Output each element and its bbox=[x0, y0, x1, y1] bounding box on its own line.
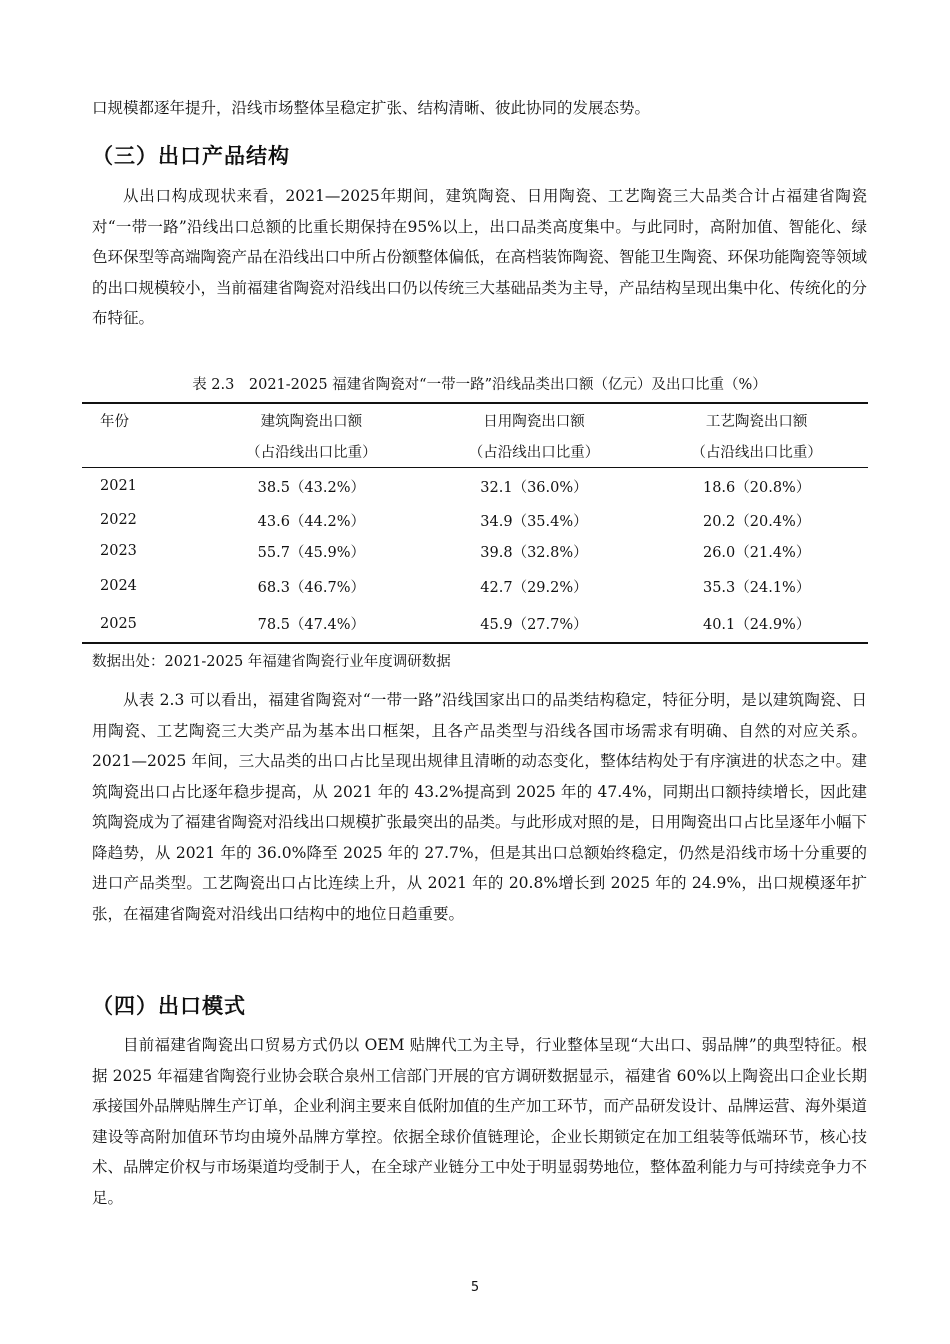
table-row bbox=[82, 605, 868, 643]
cell-building: 68.3（46.7%） bbox=[257, 579, 365, 596]
header-daily-sub: （占沿线出口比重） bbox=[423, 437, 646, 467]
cell-year: 2025 bbox=[100, 615, 137, 632]
cell-daily: 45.9（27.7%） bbox=[480, 617, 588, 633]
cell-daily: 34.9（35.4%） bbox=[480, 513, 588, 530]
table-row bbox=[82, 535, 868, 567]
header-year-sub bbox=[82, 437, 200, 467]
section3-heading: （三）出口产品结构 bbox=[92, 144, 290, 168]
cell-daily: 32.1（36.0%） bbox=[480, 479, 588, 496]
cell-year: 2024 bbox=[100, 578, 137, 594]
cell-building: 78.5（47.4%） bbox=[257, 617, 365, 633]
cell-craft: 35.3（24.1%） bbox=[702, 579, 811, 596]
analysis-paragraph: 从表 2.3 可以看出，福建省陶瓷对“一带一路”沿线国家出口的品类结构稳定，特征分明，是以建筑陶瓷、日用陶瓷、工艺陶瓷三大类产品为基本出口框架，且各产品类型与沿线各国市场需求有明确、自然的对应关系。2021—2025 年间，三大品类的出口占比呈现出规律且清晰的动态变化，整体结构处于有序演进的状态之中。建筑陶瓷出口占比逐年稳步提高，从 2021 年的 43.2%提高到 2025 年的 47.4%，同期出口额持续增长，因此建筑陶瓷成为了福建省陶瓷对沿线出口规模扩张最突出的品类。与此形成对照的是，日用陶瓷出口占比呈逐年小幅下降趋势，从 2021 年的 36.0%降至 2025 年的 27.7%，但是其出口总额始终稳定，仍然是沿线市场十分重要的进口产品类型。工艺陶瓷出口占比连续上升，从 2021 年的 20.8%增长到 2025 年的 24.9%，出口规模逐年扩张，在福建省陶瓷对沿线出口结构中的地位日趋重要。 bbox=[92, 691, 868, 923]
table-caption: 表 2.3 2021-2025 福建省陶瓷对“一带一路”沿线品类出口额（亿元）及出口比重（%） bbox=[192, 377, 767, 393]
cell-craft: 20.2（20.4%） bbox=[702, 513, 811, 530]
cell-year: 2022 bbox=[100, 512, 137, 528]
cell-year: 2021 bbox=[100, 478, 137, 495]
header-year: 年份 bbox=[100, 414, 129, 430]
header-building: 建筑陶瓷出口额 bbox=[260, 414, 363, 430]
cell-building: 38.5（43.2%） bbox=[257, 479, 365, 496]
cell-building: 55.7（45.9%） bbox=[257, 544, 365, 561]
section3-paragraph: 从出口构成现状来看，2021—2025年期间，建筑陶瓷、日用陶瓷、工艺陶瓷三大品类合计占福建省陶瓷对“一带一路”沿线出口总额的比重长期保持在95%以上，出口品类高度集中。与此同时，高附加值、智能化、绿色环保型等高端陶瓷产品在沿线出口中所占份额整体偏低，在高档装饰陶瓷、智能卫生陶瓷、环保功能陶瓷等领域的出口规模较小，当前福建省陶瓷对沿线出口仍以传统三大基础品类为主导，产品结构呈现出集中化、传统化的分布特征。 bbox=[92, 187, 868, 327]
table-source: 数据出处：2021-2025 年福建省陶瓷行业年度调研数据 bbox=[92, 654, 451, 670]
cell-year: 2023 bbox=[100, 543, 137, 559]
table-row bbox=[82, 505, 868, 535]
cell-craft: 18.6（20.8%） bbox=[702, 479, 811, 496]
table-header-row-2 bbox=[82, 437, 868, 467]
table-row bbox=[82, 467, 868, 505]
table-row bbox=[82, 567, 868, 605]
table-header-row-1 bbox=[82, 403, 868, 437]
cell-craft: 40.1（24.9%） bbox=[702, 617, 811, 633]
header-craft-sub: （占沿线出口比重） bbox=[645, 437, 868, 467]
export-table bbox=[82, 402, 868, 644]
section4-paragraph: 目前福建省陶瓷出口贸易方式仍以 OEM 贴牌代工为主导，行业整体呈现“大出口、弱品牌”的典型特征。根据 2025 年福建省陶瓷行业协会联合泉州工信部门开展的官方调研数据显示，福建省 60%以上陶瓷出口企业长期承接国外品牌贴牌生产订单，企业利润主要来自低附加值的生产加工环节，而产品研发设计、品牌运营、海外渠道建设等高附加值环节均由境外品牌方掌控。依据全球价值链理论，企业长期锁定在加工组装等低端环节，核心技术、品牌定价权与市场渠道均受制于人，在全球产业链分工中处于明显弱势地位，整体盈利能力与可持续竞争力不足。 bbox=[92, 1036, 868, 1207]
cell-daily: 42.7（29.2%） bbox=[480, 579, 588, 596]
header-craft: 工艺陶瓷出口额 bbox=[705, 414, 808, 430]
intro-line: 口规模都逐年提升，沿线市场整体呈稳定扩张、结构清晰、彼此协同的发展态势。 bbox=[92, 99, 651, 117]
cell-building: 43.6（44.2%） bbox=[257, 513, 365, 530]
cell-daily: 39.8（32.8%） bbox=[480, 544, 588, 561]
section4-heading: （四）出口模式 bbox=[92, 994, 246, 1018]
cell-craft: 26.0（21.4%） bbox=[702, 544, 811, 561]
page-number: 5 bbox=[470, 1280, 480, 1295]
header-daily: 日用陶瓷出口额 bbox=[483, 414, 585, 430]
header-building-sub: （占沿线出口比重） bbox=[200, 437, 423, 467]
